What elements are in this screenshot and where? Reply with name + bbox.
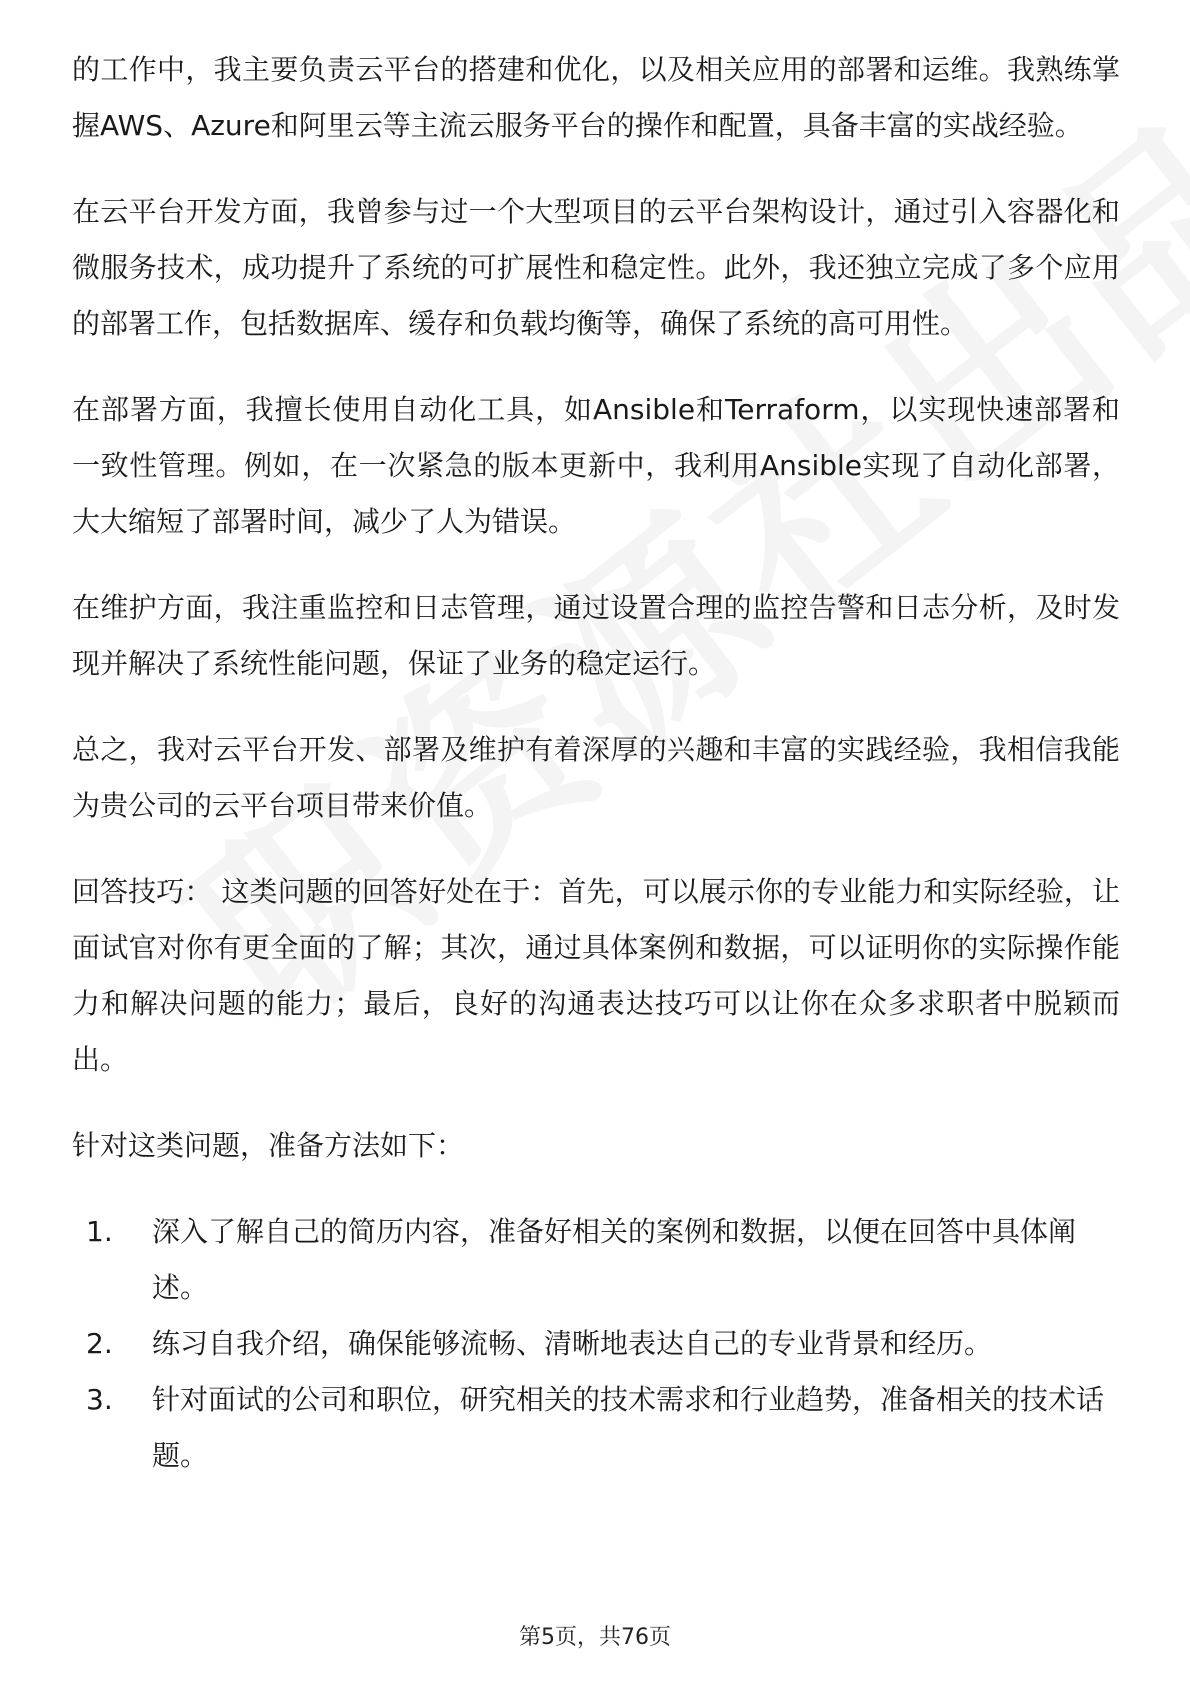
paragraph-preparation-intro: 针对这类问题，准备方法如下：: [72, 1129, 465, 1162]
list-item-number: 1.: [86, 1215, 113, 1248]
list-item: [72, 1372, 1120, 1484]
paragraph-cloud-development: 在云平台开发方面，我曾参与过一个大型项目的云平台架构设计，通过引入容器化和微服务技术，成功提升了系统的可扩展性和稳定性。此外，我还独立完成了多个应用的部署工作，包括数据库、缓存和负载均衡等，确保了系统的高可用性。: [72, 195, 1120, 340]
list-item: [72, 1316, 1120, 1372]
list-item-text: 针对面试的公司和职位，研究相关的技术需求和行业趋势，准备相关的技术话题。: [152, 1383, 1105, 1472]
list-item-text: 深入了解自己的简历内容，准备好相关的案例和数据，以便在回答中具体阐述。: [152, 1215, 1077, 1304]
list-item: [72, 1204, 1120, 1316]
list-item-number: 2.: [86, 1327, 113, 1360]
page-footer: 第5页，共76页: [519, 1625, 671, 1650]
paragraph-answer-tips: 回答技巧： 这类问题的回答好处在于：首先，可以展示你的专业能力和实际经验，让面试官对你有更全面的了解；其次，通过具体案例和数据，可以证明你的实际操作能力和解决问题的能力；最后，良好的沟通表达技巧可以让你在众多求职者中脱颖而出。: [72, 875, 1120, 1076]
paragraph-summary: 总之，我对云平台开发、部署及维护有着深厚的兴趣和丰富的实践经验，我相信我能为贵公司的云平台项目带来价值。: [72, 733, 1120, 822]
paragraph-maintenance: 在维护方面，我注重监控和日志管理，通过设置合理的监控告警和日志分析，及时发现并解决了系统性能问题，保证了业务的稳定运行。: [72, 591, 1120, 680]
paragraph-deployment: 在部署方面，我擅长使用自动化工具，如Ansible和Terraform，以实现快速部署和一致性管理。例如，在一次紧急的版本更新中，我利用Ansible实现了自动化部署，大大缩短了部署时间，减少了人为错误。: [72, 393, 1120, 538]
document-body: [72, 42, 1120, 1484]
list-item-text: 练习自我介绍，确保能够流畅、清晰地表达自己的专业背景和经历。: [152, 1327, 993, 1360]
list-item-number: 3.: [86, 1383, 113, 1416]
paragraph-work-experience: 的工作中，我主要负责云平台的搭建和优化，以及相关应用的部署和运维。我熟练掌握AWS、Azure和阿里云等主流云服务平台的操作和配置，具备丰富的实战经验。: [72, 53, 1120, 142]
preparation-list: [72, 1204, 1120, 1484]
